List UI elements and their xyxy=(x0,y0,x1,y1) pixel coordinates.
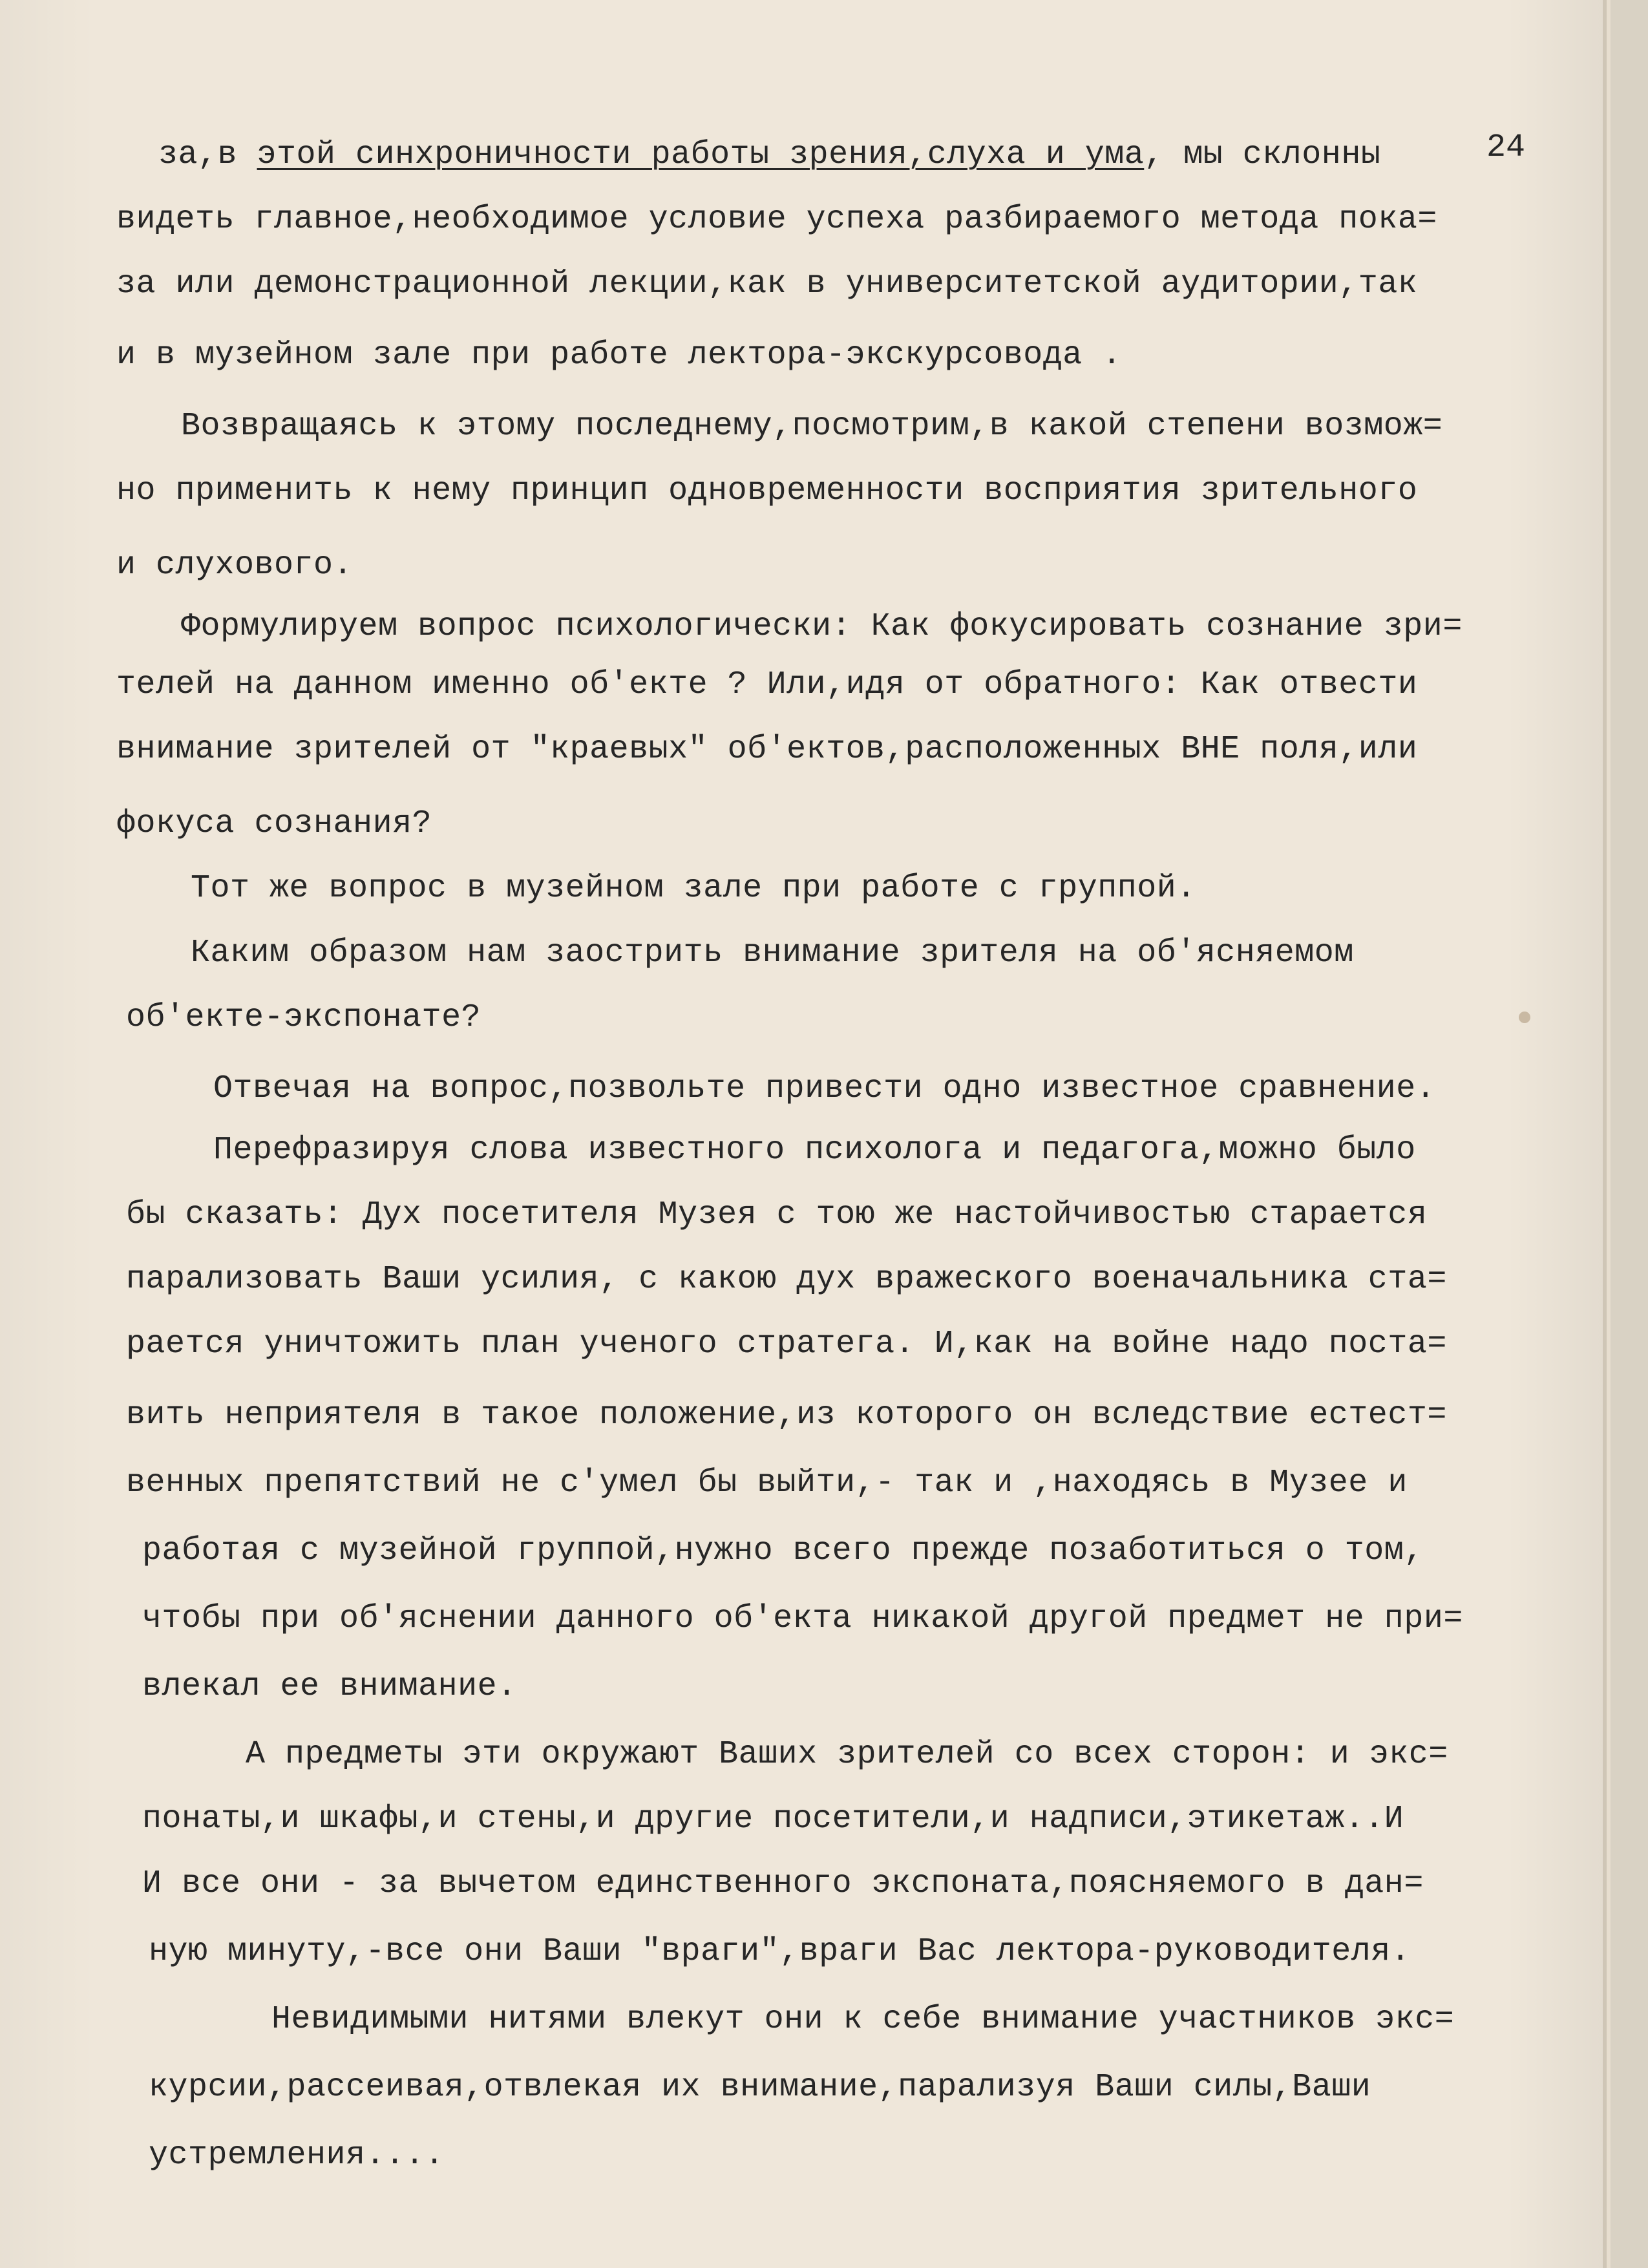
text-line: видеть главное,необходимое условие успеха разбираемого метода пока= xyxy=(116,201,1437,238)
text-line: ную минуту,-все они Ваши "враги",враги Вас лектора-руководителя. xyxy=(149,1933,1411,1970)
text-line: вить неприятеля в такое положение,из которого он вследствие естест= xyxy=(126,1397,1447,1434)
text-line: устремления.... xyxy=(149,2137,445,2174)
text-line: И все они - за вычетом единственного экспоната,поясняемого в дан= xyxy=(142,1865,1424,1902)
page-number: 24 xyxy=(1486,129,1526,166)
text-line: Каким образом нам заострить внимание зрителя на об'ясняемом xyxy=(191,935,1354,971)
text-line: Формулируем вопрос психологически: Как фокусировать сознание зри= xyxy=(181,608,1463,645)
text-line: телей на данном именно об'екте ? Или,идя от обратного: Как отвести xyxy=(116,666,1418,703)
text-line: парализовать Ваши усилия, с какою дух вражеского военачальника ста= xyxy=(126,1261,1447,1298)
text-line: Отвечая на вопрос,позвольте привести одно известное сравнение. xyxy=(213,1070,1436,1107)
text-line: Возвращаясь к этому последнему,посмотрим,в какой степени возмож= xyxy=(181,408,1443,445)
underlined-phrase: этой синхроничности работы зрения,слуха и ума xyxy=(257,136,1145,173)
text-line: и слухового. xyxy=(116,547,354,584)
text-line-1-start: за,в xyxy=(158,136,257,173)
text-line: А предметы эти окружают Ваших зрителей со всех сторон: и экс= xyxy=(246,1736,1448,1773)
paper-spot xyxy=(1519,1012,1530,1023)
text-line-1 xyxy=(158,136,1380,175)
text-line: Перефразируя слова известного психолога и педагога,можно было xyxy=(213,1132,1416,1169)
text-line: об'екте-экспонате? xyxy=(126,999,481,1036)
text-line: работая с музейной группой,нужно всего прежде позаботиться о том, xyxy=(142,1532,1424,1569)
text-line: рается уничтожить план ученого стратега. И,как на войне надо поста= xyxy=(126,1326,1447,1362)
text-line: Тот же вопрос в музейном зале при работе с группой. xyxy=(191,870,1196,907)
text-line: бы сказать: Дух посетителя Музея с тою же настойчивостью старается xyxy=(126,1196,1428,1233)
text-line-1-end: , мы склонны xyxy=(1144,136,1381,173)
text-line: фокуса сознания? xyxy=(116,805,432,842)
text-line: влекал ее внимание. xyxy=(142,1668,517,1705)
text-line: Невидимыми нитями влекут они к себе внимание участников экс= xyxy=(271,2001,1455,2038)
text-line: чтобы при об'яснении данного об'екта никакой другой предмет не при= xyxy=(142,1600,1463,1637)
text-line: но применить к нему принцип одновременности восприятия зрительного xyxy=(116,472,1418,509)
text-line: курсии,рассеивая,отвлекая их внимание,парализуя Ваши силы,Ваши xyxy=(149,2069,1371,2106)
text-line: понаты,и шкафы,и стены,и другие посетители,и надписи,этикетаж..И xyxy=(142,1801,1404,1838)
text-line: внимание зрителей от "краевых" об'ектов,расположенных ВНЕ поля,или xyxy=(116,731,1418,768)
text-line: венных препятствий не с'умел бы выйти,- так и ,находясь в Музее и xyxy=(126,1465,1408,1501)
text-line: и в музейном зале при работе лектора-экскурсовода . xyxy=(116,337,1122,374)
text-line: за или демонстрационной лекции,как в университетской аудитории,так xyxy=(116,266,1418,302)
